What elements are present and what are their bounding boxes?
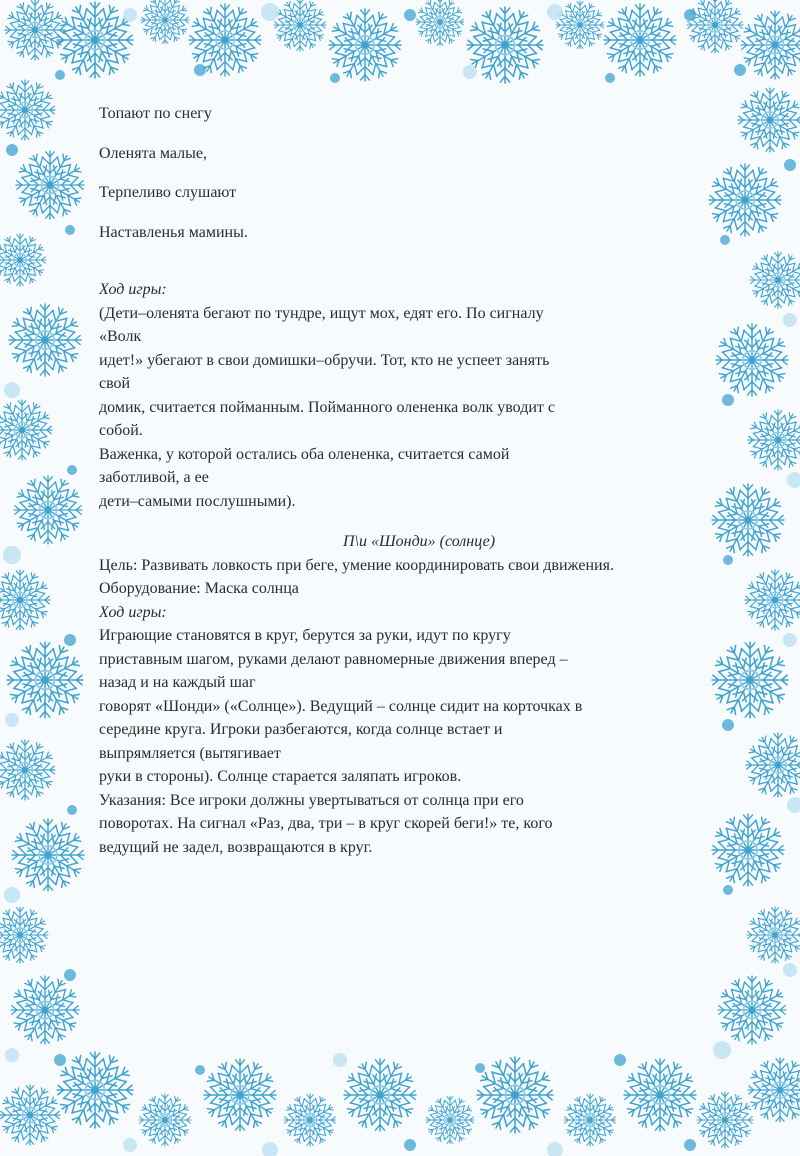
snowflake-icon bbox=[344, 1059, 416, 1131]
poem-line: Топают по снегу bbox=[99, 105, 212, 122]
poem bbox=[99, 103, 739, 244]
snow-dot-icon bbox=[713, 1041, 731, 1059]
snow-dot-icon bbox=[787, 472, 800, 488]
snow-dot-icon bbox=[330, 73, 340, 83]
snowflake-icon bbox=[697, 1092, 753, 1148]
snowflake-icon bbox=[745, 570, 800, 630]
text-line: середине круга. Игроки разбегаются, когда солнце встает и bbox=[99, 721, 503, 738]
snow-dot-icon bbox=[475, 1063, 485, 1073]
snowflake-icon bbox=[0, 80, 55, 140]
snowflake-icon bbox=[12, 819, 84, 891]
snow-dot-icon bbox=[784, 159, 796, 171]
snowflake-icon bbox=[57, 2, 133, 78]
snowflake-icon bbox=[5, 0, 65, 60]
snow-dot-icon bbox=[195, 1065, 205, 1075]
game1-section bbox=[99, 278, 739, 513]
snowflake-icon bbox=[0, 1085, 60, 1145]
game2-title: П\и «Шонди» (солнце) bbox=[342, 533, 496, 550]
snow-dot-icon bbox=[65, 225, 75, 235]
snow-dot-icon bbox=[67, 465, 77, 475]
snowflake-icon bbox=[564, 1094, 616, 1146]
game2-heading: Ход игры: bbox=[99, 603, 167, 621]
snowflake-icon bbox=[477, 1057, 553, 1133]
snow-dot-icon bbox=[262, 1142, 278, 1156]
snowflake-icon bbox=[467, 7, 543, 83]
snow-dot-icon bbox=[547, 1142, 563, 1156]
snowflake-icon bbox=[0, 400, 52, 460]
snow-dot-icon bbox=[4, 382, 20, 398]
text-line: дети–самыми послушными). bbox=[99, 492, 296, 510]
snowflake-icon bbox=[0, 907, 48, 963]
text-line: (Дети–оленята бегают по тундре, ищут мох, едят его. По сигналу bbox=[99, 304, 544, 322]
snow-dot-icon bbox=[404, 1139, 416, 1151]
text-line: говорят «Шонди» («Солнце»). Ведущий – солнце сидит на корточках в bbox=[99, 697, 583, 715]
snowflake-icon bbox=[741, 11, 800, 79]
snow-dot-icon bbox=[194, 64, 206, 76]
poem-line: Оленята малые, bbox=[99, 144, 207, 162]
snowflake-icon bbox=[16, 151, 84, 219]
snow-dot-icon bbox=[605, 73, 615, 83]
text-line: ведущий не задел, возвращаются в круг. bbox=[99, 838, 373, 856]
poem-line: Наставленья мамины. bbox=[99, 223, 248, 241]
snowflake-icon bbox=[9, 304, 81, 376]
snowflake-icon bbox=[750, 252, 800, 308]
snowflake-icon bbox=[746, 733, 800, 797]
snowflake-icon bbox=[57, 1052, 133, 1128]
poem-line: Терпеливо слушают bbox=[99, 184, 237, 201]
snowflake-icon bbox=[7, 642, 83, 718]
snowflake-icon bbox=[747, 907, 800, 963]
snowflake-icon bbox=[604, 4, 676, 76]
snow-dot-icon bbox=[783, 313, 797, 327]
snow-dot-icon bbox=[787, 797, 800, 813]
snow-dot-icon bbox=[404, 9, 416, 21]
text-line: «Волк bbox=[99, 328, 142, 345]
snow-dot-icon bbox=[261, 3, 279, 21]
snow-dot-icon bbox=[783, 963, 797, 977]
snow-dot-icon bbox=[54, 1054, 66, 1066]
snow-dot-icon bbox=[684, 1139, 696, 1151]
snowflake-icon bbox=[274, 0, 326, 51]
snowflake-icon bbox=[11, 976, 79, 1044]
snow-dot-icon bbox=[723, 885, 733, 895]
snowflake-icon bbox=[738, 88, 800, 152]
snowflake-icon bbox=[748, 410, 800, 470]
text-line: руки в стороны). Солнце старается заляпать игроков. bbox=[99, 768, 462, 785]
text-line: выпрямляется (вытягивает bbox=[99, 744, 281, 762]
snowflake-icon bbox=[141, 0, 189, 44]
snow-dot-icon bbox=[55, 70, 65, 80]
snow-dot-icon bbox=[3, 546, 21, 564]
snowflake-icon bbox=[329, 9, 401, 81]
snowflake-icon bbox=[687, 0, 743, 53]
snowflake-icon bbox=[0, 570, 50, 630]
text-line: идет!» убегают в свои домишки–обручи. Тот, кто не успеет занять bbox=[99, 351, 550, 369]
snowflake-icon bbox=[204, 1059, 276, 1131]
snowflake-icon bbox=[426, 1096, 474, 1144]
snow-dot-icon bbox=[64, 634, 76, 646]
game2-section bbox=[99, 530, 739, 859]
snowflake-icon bbox=[624, 1059, 696, 1131]
text-line: поворотах. На сигнал «Раз, два, три – в круг скорей беги!» те, кого bbox=[99, 815, 553, 832]
snow-dot-icon bbox=[67, 805, 77, 815]
snow-dot-icon bbox=[123, 1138, 137, 1152]
snow-dot-icon bbox=[333, 1053, 347, 1067]
snowflake-icon bbox=[0, 234, 46, 286]
snow-dot-icon bbox=[734, 64, 746, 76]
snowflake-icon bbox=[416, 0, 464, 46]
snow-dot-icon bbox=[684, 9, 696, 21]
page-content bbox=[99, 103, 739, 859]
snow-dot-icon bbox=[614, 1054, 626, 1066]
snowflake-icon bbox=[748, 1058, 800, 1122]
snow-dot-icon bbox=[64, 969, 76, 981]
snowflake-icon bbox=[0, 740, 55, 800]
text-line: свой bbox=[99, 375, 131, 392]
game2-equipment: Оборудование: Маска солнца bbox=[99, 580, 299, 597]
snowflake-icon bbox=[139, 1094, 191, 1146]
text-line: Важенка, у которой остались оба олененка, считается самой bbox=[99, 445, 510, 463]
snowflake-icon bbox=[556, 1, 604, 49]
game2-goal: Цель: Развивать ловкость при беге, умение координировать свои движения. bbox=[99, 556, 614, 574]
text-line: Указания: Все игроки должны увертываться от солнца при его bbox=[99, 791, 524, 809]
snow-dot-icon bbox=[5, 1048, 19, 1062]
text-line: домик, считается пойманным. Пойманного олененка волк уводит с bbox=[99, 398, 555, 416]
text-line: приставным шагом, руками делают равномерные движения вперед – bbox=[99, 650, 568, 668]
snow-dot-icon bbox=[547, 4, 563, 20]
snowflake-icon bbox=[284, 1094, 336, 1146]
snow-dot-icon bbox=[783, 633, 797, 647]
text-line: назад и на каждый шаг bbox=[99, 674, 256, 691]
text-line: заботливой, а ее bbox=[99, 469, 209, 486]
snowflake-icon bbox=[14, 476, 82, 544]
text-line: Играющие становятся в круг, берутся за руки, идут по кругу bbox=[99, 627, 511, 644]
snow-dot-icon bbox=[6, 144, 18, 156]
snow-dot-icon bbox=[463, 65, 477, 79]
game1-heading: Ход игры: bbox=[99, 281, 167, 298]
snow-dot-icon bbox=[123, 8, 137, 22]
snow-dot-icon bbox=[5, 713, 19, 727]
snow-dot-icon bbox=[4, 887, 20, 903]
text-line: собой. bbox=[99, 422, 143, 439]
snowflake-icon bbox=[718, 976, 786, 1044]
